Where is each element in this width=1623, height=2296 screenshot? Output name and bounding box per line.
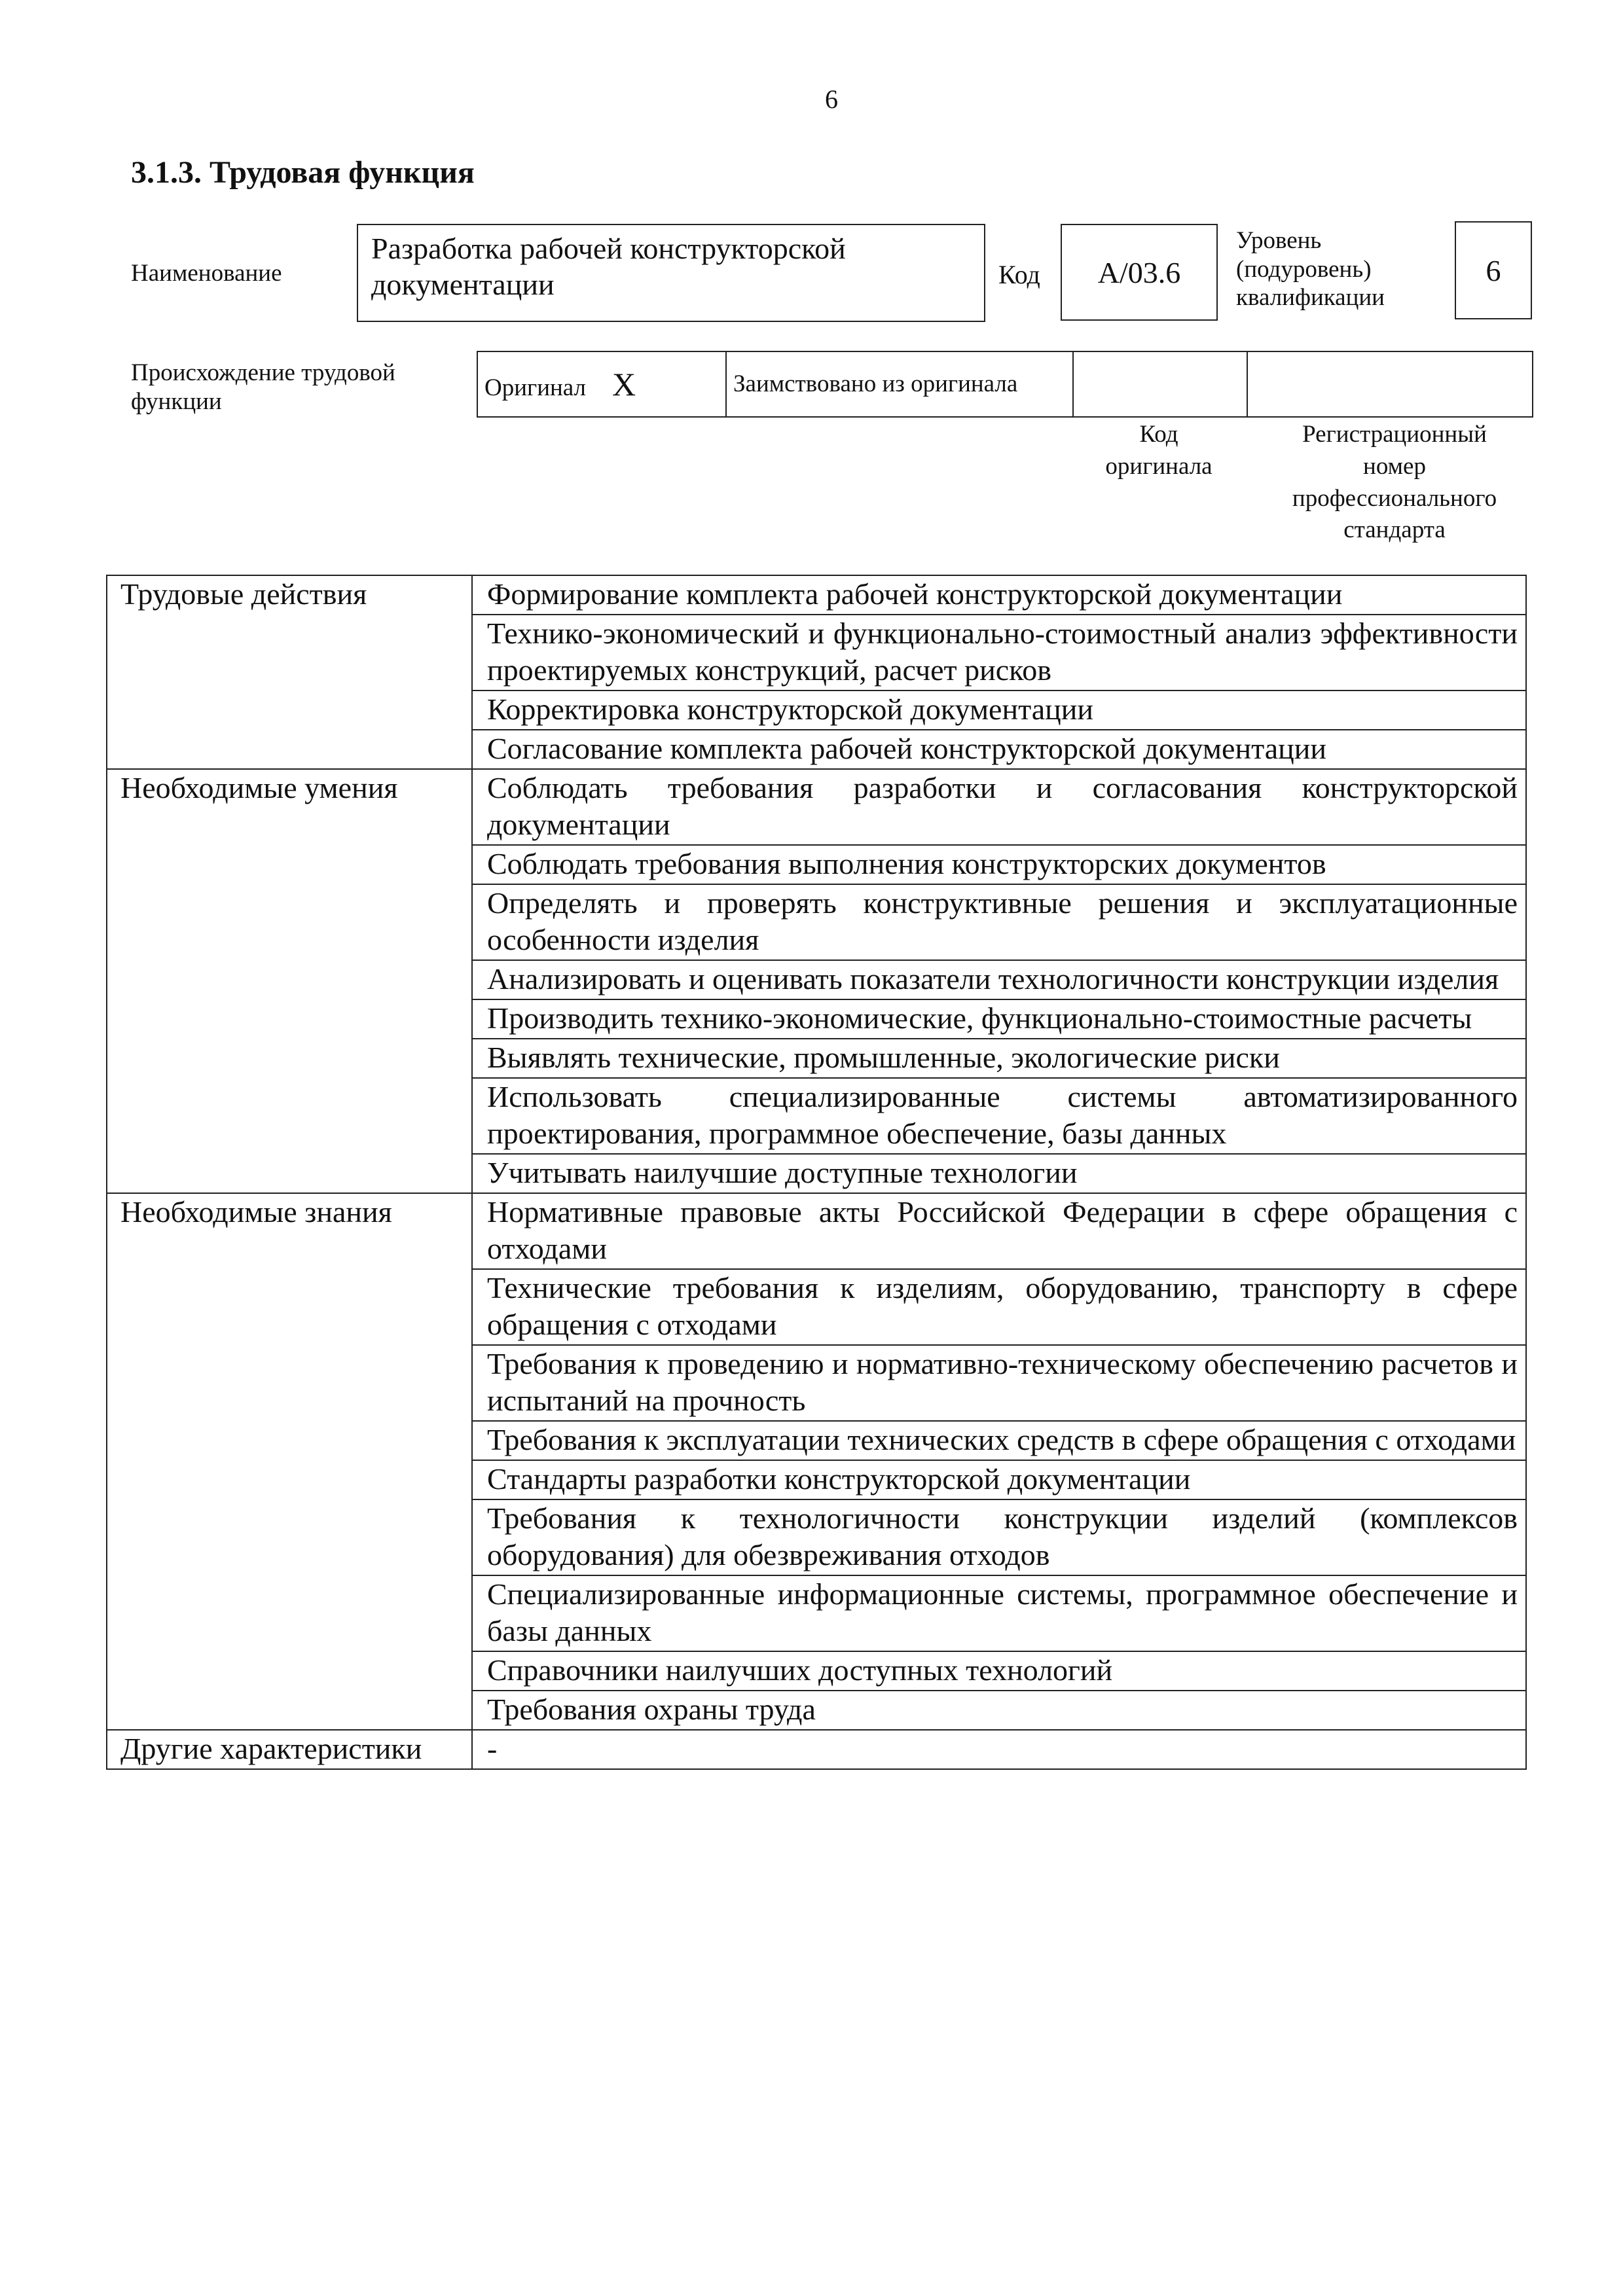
page-number: 6 bbox=[825, 84, 838, 114]
item-cell: Соблюдать требования выполнения конструкторских документов bbox=[472, 845, 1526, 884]
labor-function-table bbox=[106, 575, 1527, 1770]
item-cell: Технико-экономический и функционально-стоимостный анализ эффективности проектируемых конструкций, расчет рисков bbox=[472, 615, 1526, 691]
item-cell: Формирование комплекта рабочей конструкторской документации bbox=[472, 575, 1526, 615]
reg-number-caption: Регистрационный номер профессионального стандарта bbox=[1292, 421, 1497, 544]
item-cell: Специализированные информационные системы, программное обеспечение и базы данных bbox=[472, 1575, 1526, 1651]
item-cell: Требования к эксплуатации технических средств в сфере обращения с отходами bbox=[472, 1421, 1526, 1460]
table-row bbox=[107, 575, 1526, 615]
code-value-box: A/03.6 bbox=[1061, 224, 1218, 321]
item-cell: Анализировать и оценивать показатели технологичности конструкции изделия bbox=[472, 960, 1526, 999]
item-cell: Учитывать наилучшие доступные технологии bbox=[472, 1154, 1526, 1193]
item-cell: Стандарты разработки конструкторской документации bbox=[472, 1460, 1526, 1499]
item-cell: - bbox=[472, 1730, 1526, 1769]
original-cell bbox=[477, 351, 726, 417]
item-cell: Справочники наилучших доступных технологий bbox=[472, 1651, 1526, 1691]
item-cell: Требования охраны труда bbox=[472, 1691, 1526, 1730]
name-value-box: Разработка рабочей конструкторской документации bbox=[357, 224, 985, 322]
item-cell: Требования к проведению и нормативно-техническому обеспечению расчетов и испытаний на прочность bbox=[472, 1345, 1526, 1421]
table-row bbox=[107, 1730, 1526, 1769]
item-cell: Нормативные правовые акты Российской Федерации в сфере обращения с отходами bbox=[472, 1193, 1526, 1269]
original-label: Оригинал bbox=[484, 374, 587, 401]
item-cell: Соблюдать требования разработки и согласования конструкторской документации bbox=[472, 769, 1526, 845]
category-cell: Трудовые действия bbox=[107, 575, 472, 769]
item-cell: Корректировка конструкторской документации bbox=[472, 691, 1526, 730]
category-cell: Другие характеристики bbox=[107, 1730, 472, 1769]
code-original-cell bbox=[1073, 351, 1247, 417]
section-title: 3.1.3. Трудовая функция bbox=[131, 155, 475, 190]
category-cell: Необходимые умения bbox=[107, 769, 472, 1193]
category-cell: Необходимые знания bbox=[107, 1193, 472, 1730]
table-row bbox=[107, 769, 1526, 845]
origin-table bbox=[477, 351, 1533, 418]
origin-label: Происхождение трудовой функции bbox=[131, 359, 395, 415]
table-row bbox=[107, 1193, 1526, 1269]
item-cell: Выявлять технические, промышленные, экологические риски bbox=[472, 1039, 1526, 1078]
original-mark: X bbox=[612, 366, 636, 403]
item-cell: Согласование комплекта рабочей конструкторской документации bbox=[472, 730, 1526, 769]
level-label: Уровень (подуровень) квалификации bbox=[1236, 227, 1385, 312]
reg-number-cell bbox=[1247, 351, 1533, 417]
code-label: Код bbox=[998, 260, 1040, 289]
item-cell: Технические требования к изделиям, оборудованию, транспорту в сфере обращения с отходами bbox=[472, 1269, 1526, 1345]
item-cell: Требования к технологичности конструкции изделий (комплексов оборудования) для обезвреживания отходов bbox=[472, 1499, 1526, 1575]
item-cell: Производить технико-экономические, функционально-стоимостные расчеты bbox=[472, 999, 1526, 1039]
name-label: Наименование bbox=[131, 260, 282, 287]
code-original-caption: Код оригинала bbox=[1105, 421, 1213, 480]
borrowed-cell: Заимствовано из оригинала bbox=[726, 351, 1073, 417]
item-cell: Использовать специализированные системы автоматизированного проектирования, программное обеспечение, базы данных bbox=[472, 1078, 1526, 1154]
item-cell: Определять и проверять конструктивные решения и эксплуатационные особенности изделия bbox=[472, 884, 1526, 960]
level-value-box: 6 bbox=[1455, 221, 1532, 319]
